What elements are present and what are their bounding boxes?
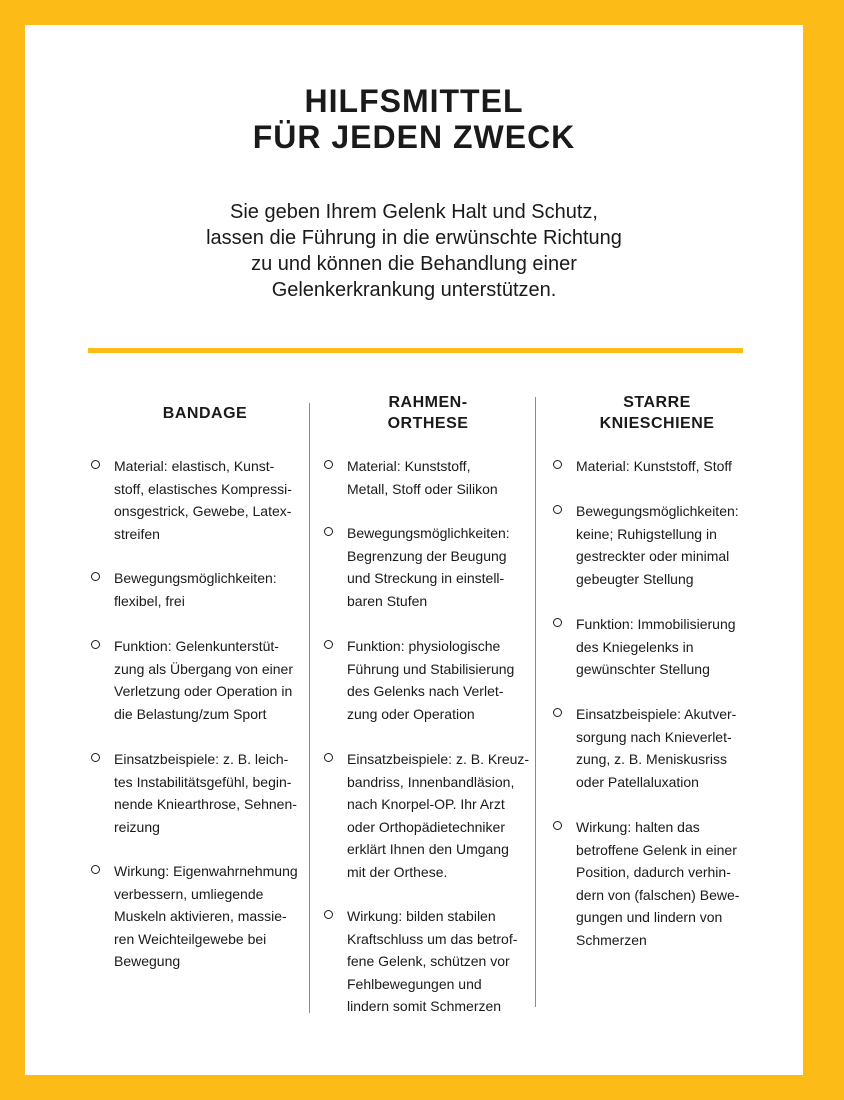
bullet-icon: [553, 618, 562, 627]
column-divider: [309, 403, 310, 1013]
bullet-icon: [553, 708, 562, 717]
heading-line: BANDAGE: [162, 405, 248, 422]
list-item: Bewegungsmöglichkeiten: flexibel, frei: [114, 570, 277, 609]
list-item: Funktion: Gelenkunterstüt- zung als Übergang von einer Verletzung oder Operation in die Belastung/zum Sport: [114, 638, 294, 722]
heading-line: KNIESCHIENE: [599, 415, 715, 432]
bullet-icon: [324, 527, 333, 536]
list-item: Funktion: physiologische Führung und Stabilisierung des Gelenks nach Verlet- zung oder Operation: [347, 638, 515, 722]
list-item: Einsatzbeispiele: Akutver- sorgung nach Knieverlet- zung, z. B. Meniskusriss oder Patellaluxation: [576, 706, 737, 790]
bullet-icon: [553, 821, 562, 830]
column-heading: [328, 392, 528, 434]
bullet-icon: [324, 753, 333, 762]
heading-line: ORTHESE: [387, 415, 469, 432]
column-heading: [105, 403, 305, 424]
list-item: Funktion: Immobilisierung des Kniegelenks in gewünschter Stellung: [576, 616, 736, 678]
list-item: Einsatzbeispiele: z. B. leich- tes Instabilitätsgefühl, begin- nende Kniearthrose, Sehnen- reizung: [114, 751, 297, 835]
list-item: Einsatzbeispiele: z. B. Kreuz- bandriss, Innenbandläsion, nach Knorpel-OP. Ihr Arzt oder Orthopädietechniker erklärt Ihnen den Umgang mit der Orthese.: [347, 751, 530, 880]
list-item: Material: Kunststoff, Metall, Stoff oder Silikon: [347, 458, 498, 497]
bullet-icon: [91, 460, 100, 469]
list-item: Bewegungsmöglichkeiten: Begrenzung der Beugung und Streckung in einstell- baren Stufen: [347, 525, 510, 609]
intro-line: Gelenkerkrankung unterstützen.: [271, 279, 557, 301]
list-item: Material: elastisch, Kunst- stoff, elastisches Kompressi- onsgestrick, Gewebe, Latex- streifen: [114, 458, 292, 542]
intro-line: Sie geben Ihrem Gelenk Halt und Schutz,: [230, 201, 598, 223]
list-item: Wirkung: Eigenwahrnehmung verbessern, umliegende Muskeln aktivieren, massie- ren Weichteilgewebe bei Bewegung: [114, 863, 298, 970]
title-line: FÜR JEDEN ZWECK: [252, 119, 576, 155]
bullet-icon: [553, 460, 562, 469]
intro-text: [25, 199, 803, 303]
bullet-icon: [91, 753, 100, 762]
bullet-icon: [91, 865, 100, 874]
heading-line: STARRE: [623, 394, 691, 411]
column-heading: [557, 392, 757, 434]
bullet-icon: [553, 505, 562, 514]
list-item: Bewegungsmöglichkeiten: keine; Ruhigstellung in gestreckter oder minimal gebeugter Stellung: [576, 503, 739, 587]
list-item: Material: Kunststoff, Stoff: [576, 458, 732, 474]
heading-line: RAHMEN-: [388, 394, 468, 411]
bullet-icon: [91, 640, 100, 649]
column-divider: [535, 397, 536, 1007]
page-title: [25, 83, 803, 155]
list-item: Wirkung: bilden stabilen Kraftschluss um das betrof- fene Gelenk, schützen vor Fehlbewegungen und lindern somit Schmerzen: [347, 908, 518, 1015]
title-line: HILFSMITTEL: [304, 83, 524, 119]
list-item: Wirkung: halten das betroffene Gelenk in einer Position, dadurch verhin- dern von (falschen) Bewe- gungen und lindern von Schmerzen: [576, 819, 740, 948]
bullet-icon: [324, 910, 333, 919]
intro-line: lassen die Führung in die erwünschte Richtung: [206, 227, 622, 249]
intro-line: zu und können die Behandlung einer: [251, 253, 577, 275]
bullet-icon: [324, 640, 333, 649]
content-panel: [25, 25, 803, 1075]
bullet-icon: [324, 460, 333, 469]
yellow-divider: [88, 348, 743, 353]
bullet-icon: [91, 572, 100, 581]
